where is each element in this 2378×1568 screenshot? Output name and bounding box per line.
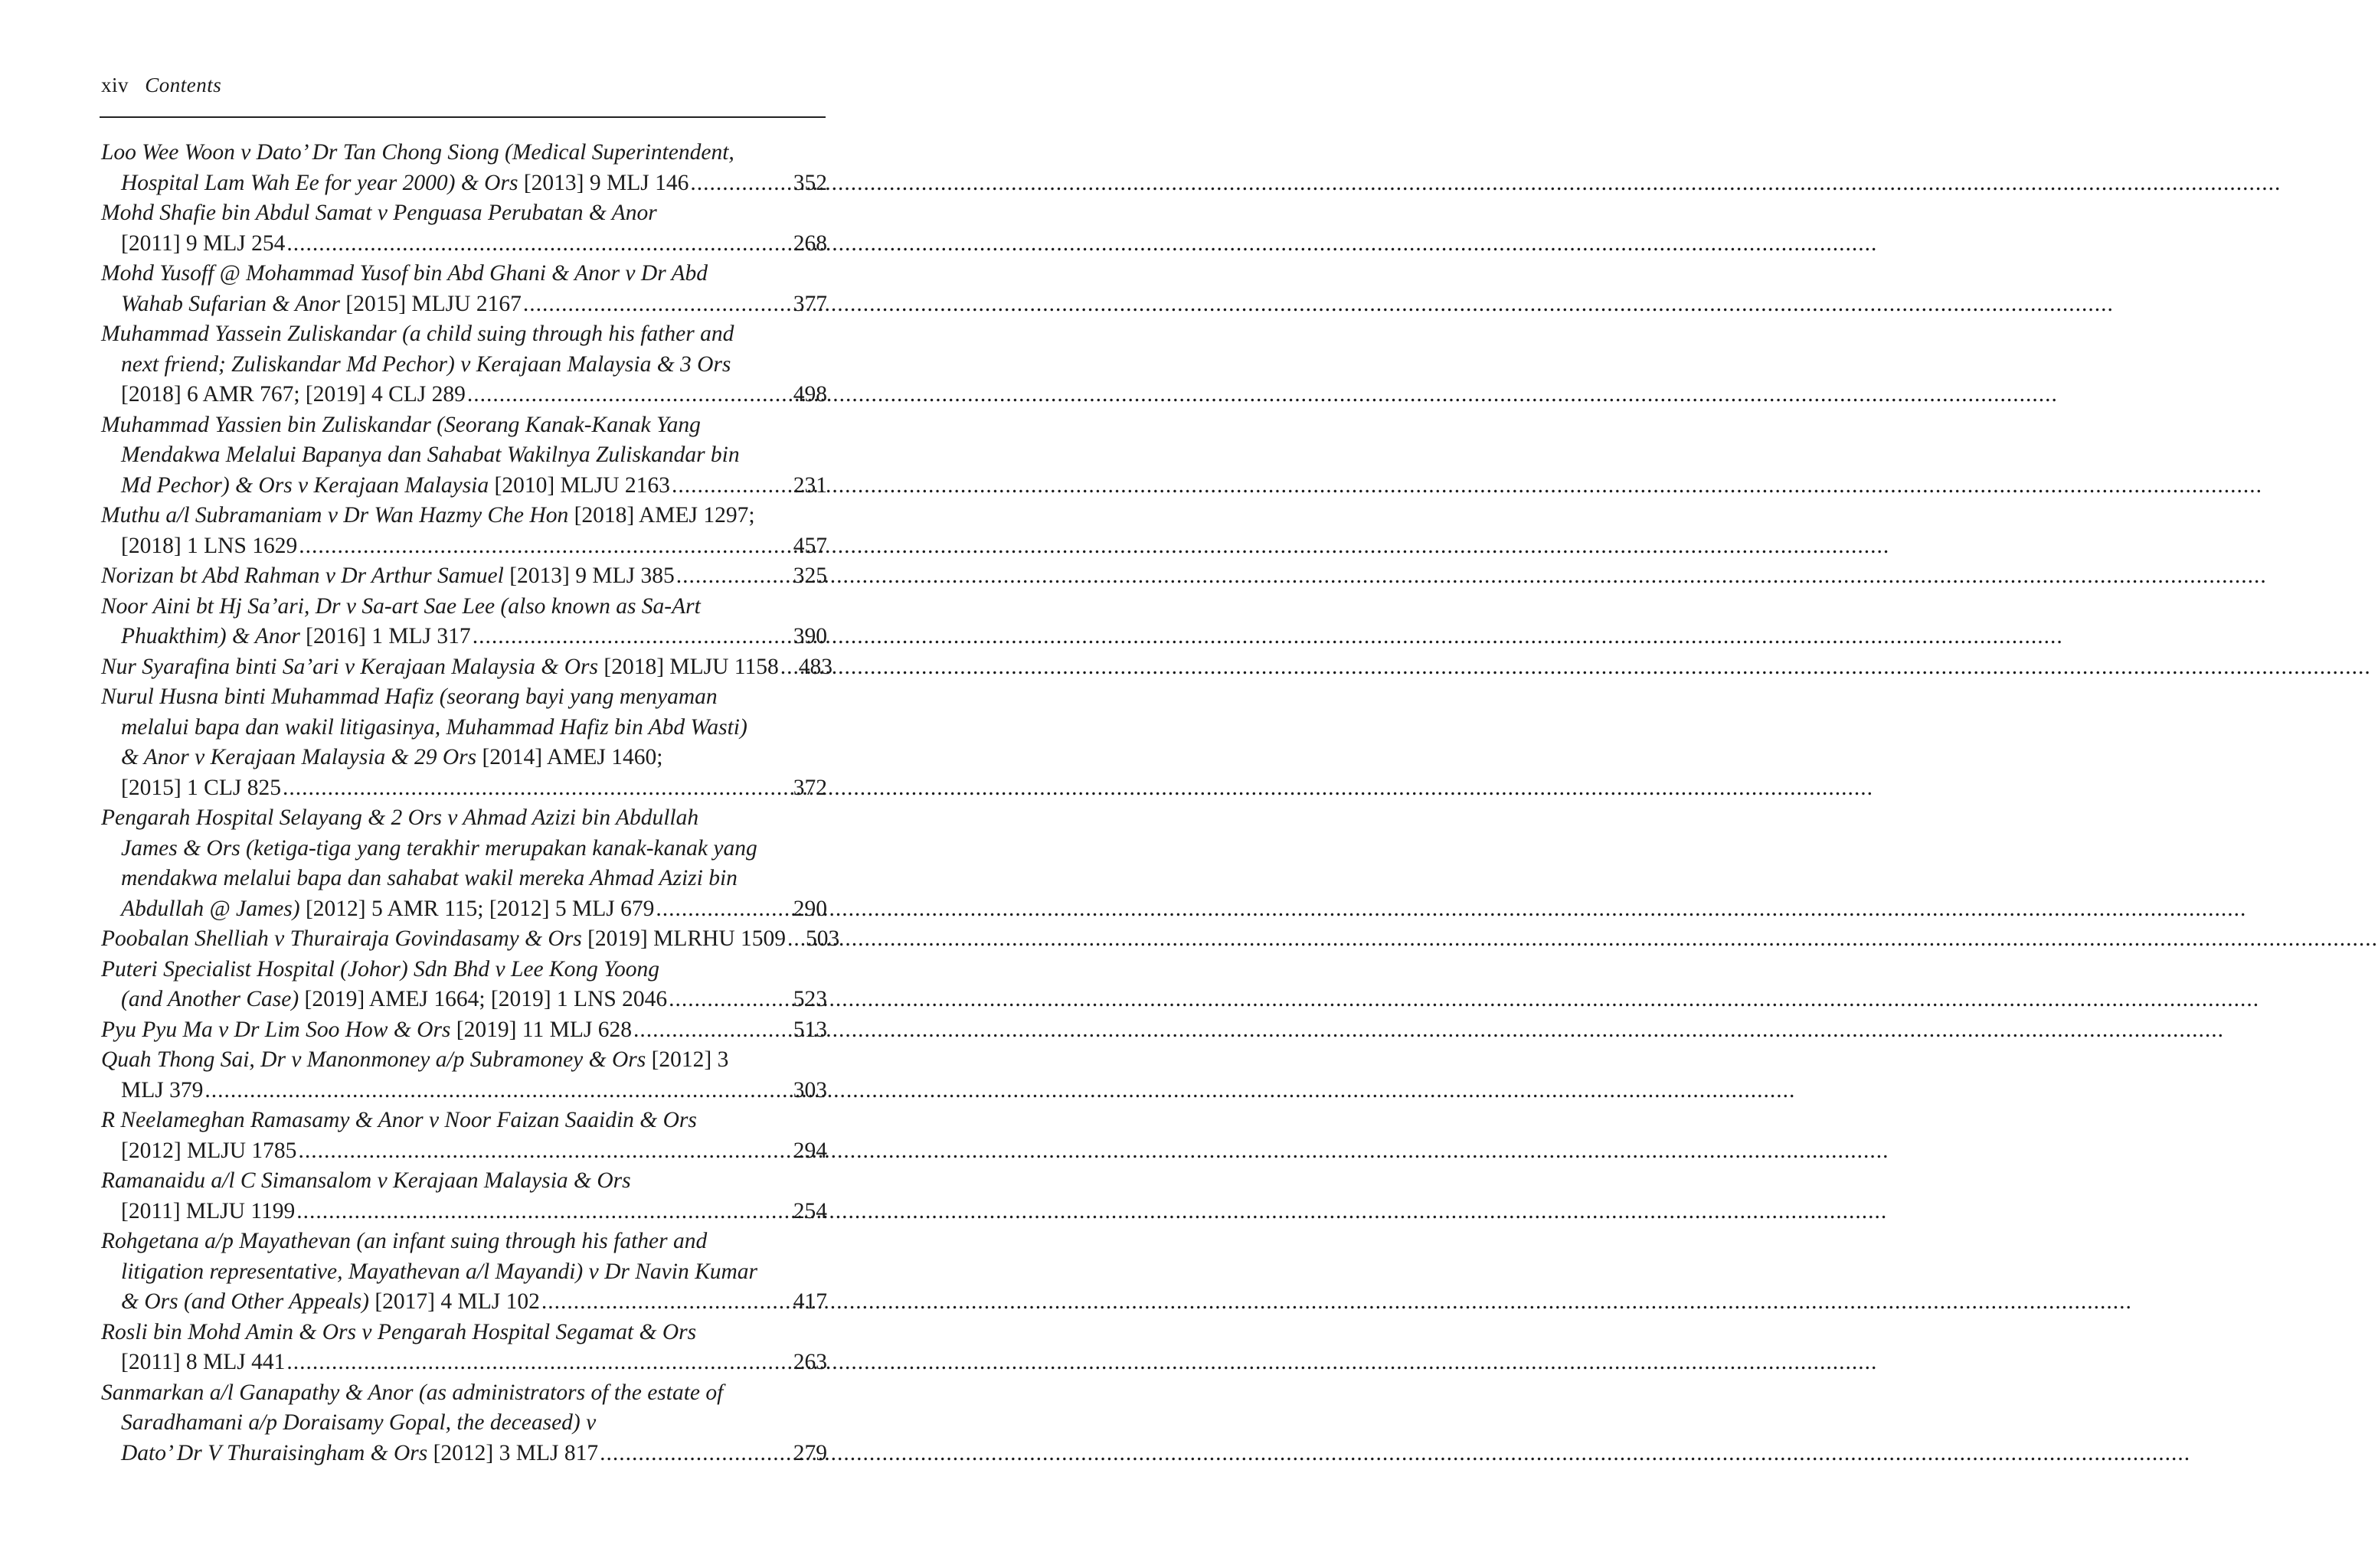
case-entry (101, 1106, 827, 1166)
entry-line (101, 289, 827, 320)
case-name: Pyu Pyu Ma v Dr Lim Soo How & Ors (101, 1017, 456, 1042)
citation: [2015] 1 CLJ 825 (121, 775, 281, 800)
case-name: Md Pechor) & Ors v Kerajaan Malaysia (121, 472, 495, 498)
case-name: next friend; Zuliskandar Md Pechor) v Kerajaan Malaysia & 3 Ors (121, 351, 731, 377)
citation: [2019] 11 MLJ 628 (456, 1017, 632, 1042)
entry-line (101, 1348, 827, 1378)
case-entry (101, 198, 827, 259)
case-name: Rohgetana a/p Mayathevan (an infant suing through his father and (101, 1229, 708, 1253)
case-entry (101, 955, 827, 1015)
case-name: Nur Syarafina binti Sa’ari v Kerajaan Malaysia & Ors (101, 654, 604, 679)
entry-page-number: 268 (793, 230, 827, 256)
dot-leader (523, 289, 790, 320)
case-name: Quah Thong Sai, Dr v Manonmoney a/p Subramoney & Ors (101, 1047, 652, 1072)
entry-line (101, 894, 827, 925)
case-name: Muthu a/l Subramaniam v Dr Wan Hazmy Che Hon (101, 503, 574, 528)
case-name: Muhammad Yassein Zuliskandar (a child suing through his father and (101, 322, 734, 346)
entry-line (101, 410, 827, 441)
entry-line (101, 561, 827, 592)
entry-page-number: 372 (793, 775, 827, 800)
entry-page-number: 483 (798, 654, 832, 679)
citation: [2018] 1 LNS 1629 (121, 533, 298, 558)
citation: [2012] 3 MLJ 817 (433, 1440, 599, 1465)
dot-leader (296, 1197, 790, 1227)
case-name: Ramanaidu a/l C Simansalom v Kerajaan Malaysia & Ors (101, 1168, 631, 1193)
entry-line (101, 743, 827, 773)
entry-page-number: 457 (793, 533, 827, 558)
case-name: Puteri Specialist Hospital (Johor) Sdn Bhd v Lee Kong Yoong (101, 956, 659, 982)
case-name: Mohd Yusoff @ Mohammad Yusof bin Abd Ghani & Anor v Dr Abd (101, 261, 708, 286)
case-name: Noor Aini bt Hj Sa’ari, Dr v Sa-art Sae Lee (also known as Sa-Art (101, 593, 701, 619)
case-name: Saradhamani a/p Doraisamy Gopal, the deceased) v (121, 1410, 597, 1435)
citation: [2012] MLJU 1785 (121, 1138, 297, 1163)
entry-line (101, 864, 827, 894)
entry-line (101, 168, 827, 199)
case-name: Phuakthim) & Anor (121, 624, 306, 648)
case-entry (101, 561, 827, 592)
case-name: Abdullah @ James) (121, 896, 306, 921)
case-name: (and Another Case) (121, 987, 305, 1011)
dot-leader (467, 380, 790, 410)
dot-leader (298, 1136, 790, 1167)
dot-leader (204, 1076, 790, 1106)
dot-leader (286, 1348, 790, 1378)
entry-line (101, 1106, 827, 1136)
citation: [2019] MLRHU 1509 (587, 926, 786, 951)
case-name: Sanmarkan a/l Ganapathy & Anor (as administrators of the estate of (101, 1380, 724, 1405)
citation: [2013] 9 MLJ 385 (509, 564, 675, 588)
entry-line (101, 834, 827, 864)
case-entry (101, 501, 827, 561)
case-entry (101, 410, 827, 501)
case-name: & Anor v Kerajaan Malaysia & 29 Ors (121, 745, 482, 769)
case-entry (101, 1045, 827, 1106)
case-name: litigation representative, Mayathevan a/l Mayandi) v Dr Navin Kumar (121, 1259, 758, 1284)
case-entry (101, 652, 832, 683)
entry-line (101, 1076, 827, 1106)
citation: [2014] AMEJ 1460; (482, 745, 663, 769)
citation: [2013] 9 MLJ 146 (523, 170, 689, 195)
entry-page-number: 498 (793, 382, 827, 407)
dot-leader (676, 561, 790, 592)
dot-leader (473, 622, 790, 652)
dot-leader (690, 168, 790, 199)
citation: [2011] MLJU 1199 (121, 1198, 296, 1223)
entry-line (101, 1166, 827, 1197)
dot-leader (286, 229, 790, 260)
case-name: mendakwa melalui bapa dan sahabat wakil mereka Ahmad Azizi bin (121, 866, 738, 890)
entry-line (101, 1439, 827, 1469)
entry-page-number: 513 (793, 1017, 827, 1042)
case-name: Mohd Shafie bin Abdul Samat v Penguasa Perubatan & Anor (101, 201, 657, 225)
case-name: Dato’ Dr V Thuraisingham & Ors (121, 1440, 433, 1465)
case-name: Muhammad Yassien bin Zuliskandar (Seorang Kanak-Kanak Yang (101, 412, 701, 437)
entry-page-number: 377 (793, 291, 827, 316)
dot-leader (672, 471, 790, 501)
case-entry (101, 1166, 827, 1227)
case-name: Loo Wee Woon v Dato’ Dr Tan Chong Siong (Medical Superintendent, (101, 140, 734, 165)
entry-line (101, 1318, 827, 1348)
entry-line (101, 471, 827, 501)
case-entry (101, 1227, 827, 1318)
dot-leader (283, 773, 790, 804)
entry-line (101, 652, 832, 683)
page-number: xiv (101, 74, 129, 96)
citation: [2016] 1 MLJ 317 (306, 624, 471, 648)
entry-line (101, 1378, 827, 1409)
entry-line (101, 229, 827, 260)
case-name: & Ors (and Other Appeals) (121, 1289, 375, 1314)
case-name: Poobalan Shelliah v Thurairaja Govindasamy & Ors (101, 926, 588, 951)
entry-line (101, 1136, 827, 1167)
citation: MLJ 379 (121, 1077, 204, 1102)
dot-leader (600, 1439, 790, 1469)
dot-leader (656, 894, 790, 925)
citation: [2015] MLJU 2167 (345, 291, 522, 316)
entry-line (101, 440, 827, 471)
case-name: R Neelameghan Ramasamy & Anor v Noor Faizan Saaidin & Ors (101, 1108, 697, 1132)
entry-page-number: 254 (793, 1198, 827, 1223)
entry-line (101, 380, 827, 410)
case-entry (101, 803, 827, 924)
entry-page-number: 279 (793, 1440, 827, 1465)
entry-line (101, 1227, 827, 1257)
entry-line (101, 592, 827, 622)
citation: [2010] MLJU 2163 (494, 472, 670, 498)
entry-page-number: 294 (793, 1138, 827, 1163)
case-name: James & Ors (ketiga-tiga yang terakhir merupakan kanak-kanak yang (121, 835, 757, 861)
running-header (101, 74, 221, 97)
dot-leader (787, 924, 803, 955)
entry-line (101, 1408, 827, 1439)
entry-page-number: 303 (793, 1077, 827, 1102)
entry-line (101, 198, 827, 229)
contents-page (0, 0, 913, 1568)
entry-page-number: 231 (793, 472, 827, 498)
entry-line (101, 1015, 827, 1046)
citation: [2018] MLJU 1158 (603, 654, 779, 679)
case-entry (101, 1318, 827, 1378)
entry-line (101, 319, 827, 350)
case-entry (101, 1015, 827, 1046)
entry-line (101, 1287, 827, 1318)
dot-leader (633, 1015, 790, 1046)
entry-line (101, 1257, 827, 1288)
entry-page-number: 325 (793, 564, 827, 588)
case-entry (101, 138, 827, 198)
dot-leader (780, 652, 796, 683)
case-entry (101, 592, 827, 652)
case-name: Rosli bin Mohd Amin & Ors v Pengarah Hospital Segamat & Ors (101, 1319, 697, 1344)
citation: [2018] 6 AMR 767; [2019] 4 CLJ 289 (121, 382, 466, 407)
case-name: Pengarah Hospital Selayang & 2 Ors v Ahmad Azizi bin Abdullah (101, 805, 699, 830)
citation: [2018] AMEJ 1297; (574, 503, 755, 528)
entry-page-number: 523 (793, 987, 827, 1011)
citation: [2011] 8 MLJ 441 (121, 1350, 286, 1374)
entry-line (101, 531, 827, 562)
case-name: Nurul Husna binti Muhammad Hafiz (seorang bayi yang menyaman (101, 684, 718, 709)
citation: [2011] 9 MLJ 254 (121, 230, 286, 256)
entry-page-number: 503 (806, 926, 840, 951)
entry-page-number: 390 (793, 624, 827, 648)
case-entry (101, 924, 840, 955)
entry-line (101, 138, 827, 168)
case-name: Wahab Sufarian & Anor (121, 291, 346, 316)
entry-line (101, 924, 840, 955)
entry-line (101, 773, 827, 804)
case-name: Hospital Lam Wah Ee for year 2000) & Ors (121, 170, 524, 195)
entry-page-number: 263 (793, 1350, 827, 1374)
case-entry (101, 1378, 827, 1469)
case-entry (101, 682, 827, 803)
running-title: Contents (145, 74, 222, 96)
header-rule (100, 116, 826, 118)
dot-leader (299, 531, 790, 562)
citation: [2012] 3 (651, 1047, 729, 1072)
case-name: Norizan bt Abd Rahman v Dr Arthur Samuel (101, 564, 510, 588)
entry-line (101, 1045, 827, 1076)
dot-leader (541, 1287, 790, 1318)
entry-line (101, 259, 827, 289)
case-name: Mendakwa Melalui Bapanya dan Sahabat Wakilnya Zuliskandar bin (121, 443, 740, 467)
entry-line (101, 955, 827, 985)
case-name: melalui bapa dan wakil litigasinya, Muhammad Hafiz bin Abd Wasti) (121, 714, 747, 740)
citation: [2019] AMEJ 1664; [2019] 1 LNS 2046 (304, 987, 668, 1011)
entry-line (101, 622, 827, 652)
entry-line (101, 682, 827, 713)
citation: [2012] 5 AMR 115; [2012] 5 MLJ 679 (305, 896, 655, 921)
entry-page-number: 417 (793, 1289, 827, 1314)
case-entry (101, 319, 827, 410)
entry-line (101, 985, 827, 1015)
entry-page-number: 290 (793, 896, 827, 921)
citation: [2017] 4 MLJ 102 (375, 1289, 540, 1314)
table-of-cases (101, 138, 840, 1468)
entry-line (101, 350, 827, 381)
dot-leader (669, 985, 790, 1015)
entry-page-number: 352 (793, 170, 827, 195)
entry-line (101, 713, 827, 743)
entry-line (101, 803, 827, 834)
entry-line (101, 1197, 827, 1227)
case-entry (101, 259, 827, 319)
entry-line (101, 501, 827, 531)
